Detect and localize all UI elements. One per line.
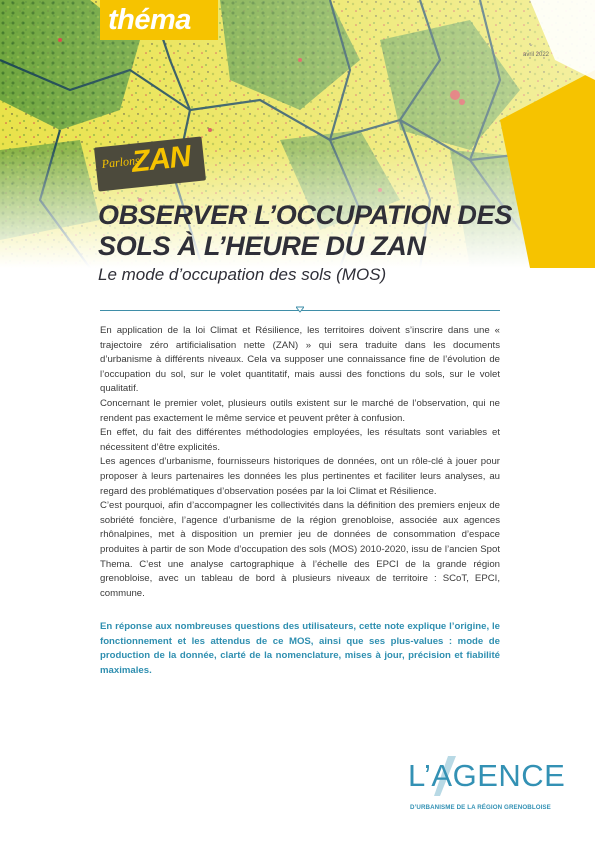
highlight-paragraph: En réponse aux nombreuses questions des utilisateurs, cette note explique l’origine, le fonctionnement et les attendus de ce MOS, ainsi que ses plus-values : mode de production de la donnée, clarté de la nomenclature, mises à jour, précision et fiabilité maximales.: [100, 621, 500, 676]
body-paragraph: C’est pourquoi, afin d’accompagner les collectivités dans la définition des premiers enjeux de sobriété foncière, l’agence d’urbanisme de la région grenobloise, associée aux agences rhônalpines, met à disposition un premier jeu de données de consommation d’espace produites à partir de son Mode d’occupation des sols (MOS) 2010-2020, issu de l’ancien Spot Thema. C’est une analyse cartographique à l’échelle des EPCI de la grande région grenobloise, avec un tableau de bord à plusieurs niveaux de territoire : SCoT, EPCI, commune.: [100, 500, 500, 599]
series-name: ZAN: [130, 139, 192, 179]
chevron-down-icon: ⌄: [528, 41, 534, 48]
agency-logo: [408, 752, 578, 822]
publication-date: avril 2022: [522, 52, 549, 58]
series-prefix: Parlons: [101, 153, 141, 172]
body-paragraph: En effet, du fait des différentes méthodologies employées, les résultats sont variables et nécessitent d’être explicités.: [100, 427, 500, 453]
body-text: [100, 324, 500, 601]
page-title: OBSERVER L’OCCUPATION DES SOLS À L’HEURE DU ZAN: [98, 200, 513, 261]
caret-down-icon: [296, 305, 304, 313]
page-subtitle: Le mode d’occupation des sols (MOS): [98, 265, 387, 284]
logo-text: L’AGENCE: [408, 758, 566, 793]
logo-subtitle: D’URBANISME DE LA RÉGION GRENOBLOISE: [410, 804, 551, 811]
title-block: [98, 200, 538, 285]
body-paragraph: Les agences d’urbanisme, fournisseurs historiques de données, ont un rôle-clé à jouer pour proposer à leurs partenaires les données les plus pertinentes et faciliter leurs analyses, au regard des problématiques d’observation posées par la loi Climat et Résilience.: [100, 456, 500, 497]
body-paragraph: Concernant le premier volet, plusieurs outils existent sur le marché de l’observation, qui ne rendent pas exactement le même service et peuvent prêter à confusion.: [100, 397, 500, 424]
body-paragraph: En application de la loi Climat et Résilience, les territoires doivent s’inscrire dans une « trajectoire zéro artificialisation nette (ZAN) » qui sera traduite dans les documents d’urbanisme à différents niveaux. Cela va supposer une connaissance fine de l’évolution de l’occupation du sol, sur le volet quantitatif, mais aussi des fonctions du sols, sur le volet qualitatif.: [100, 325, 500, 395]
brand-tag: théma: [100, 0, 218, 40]
